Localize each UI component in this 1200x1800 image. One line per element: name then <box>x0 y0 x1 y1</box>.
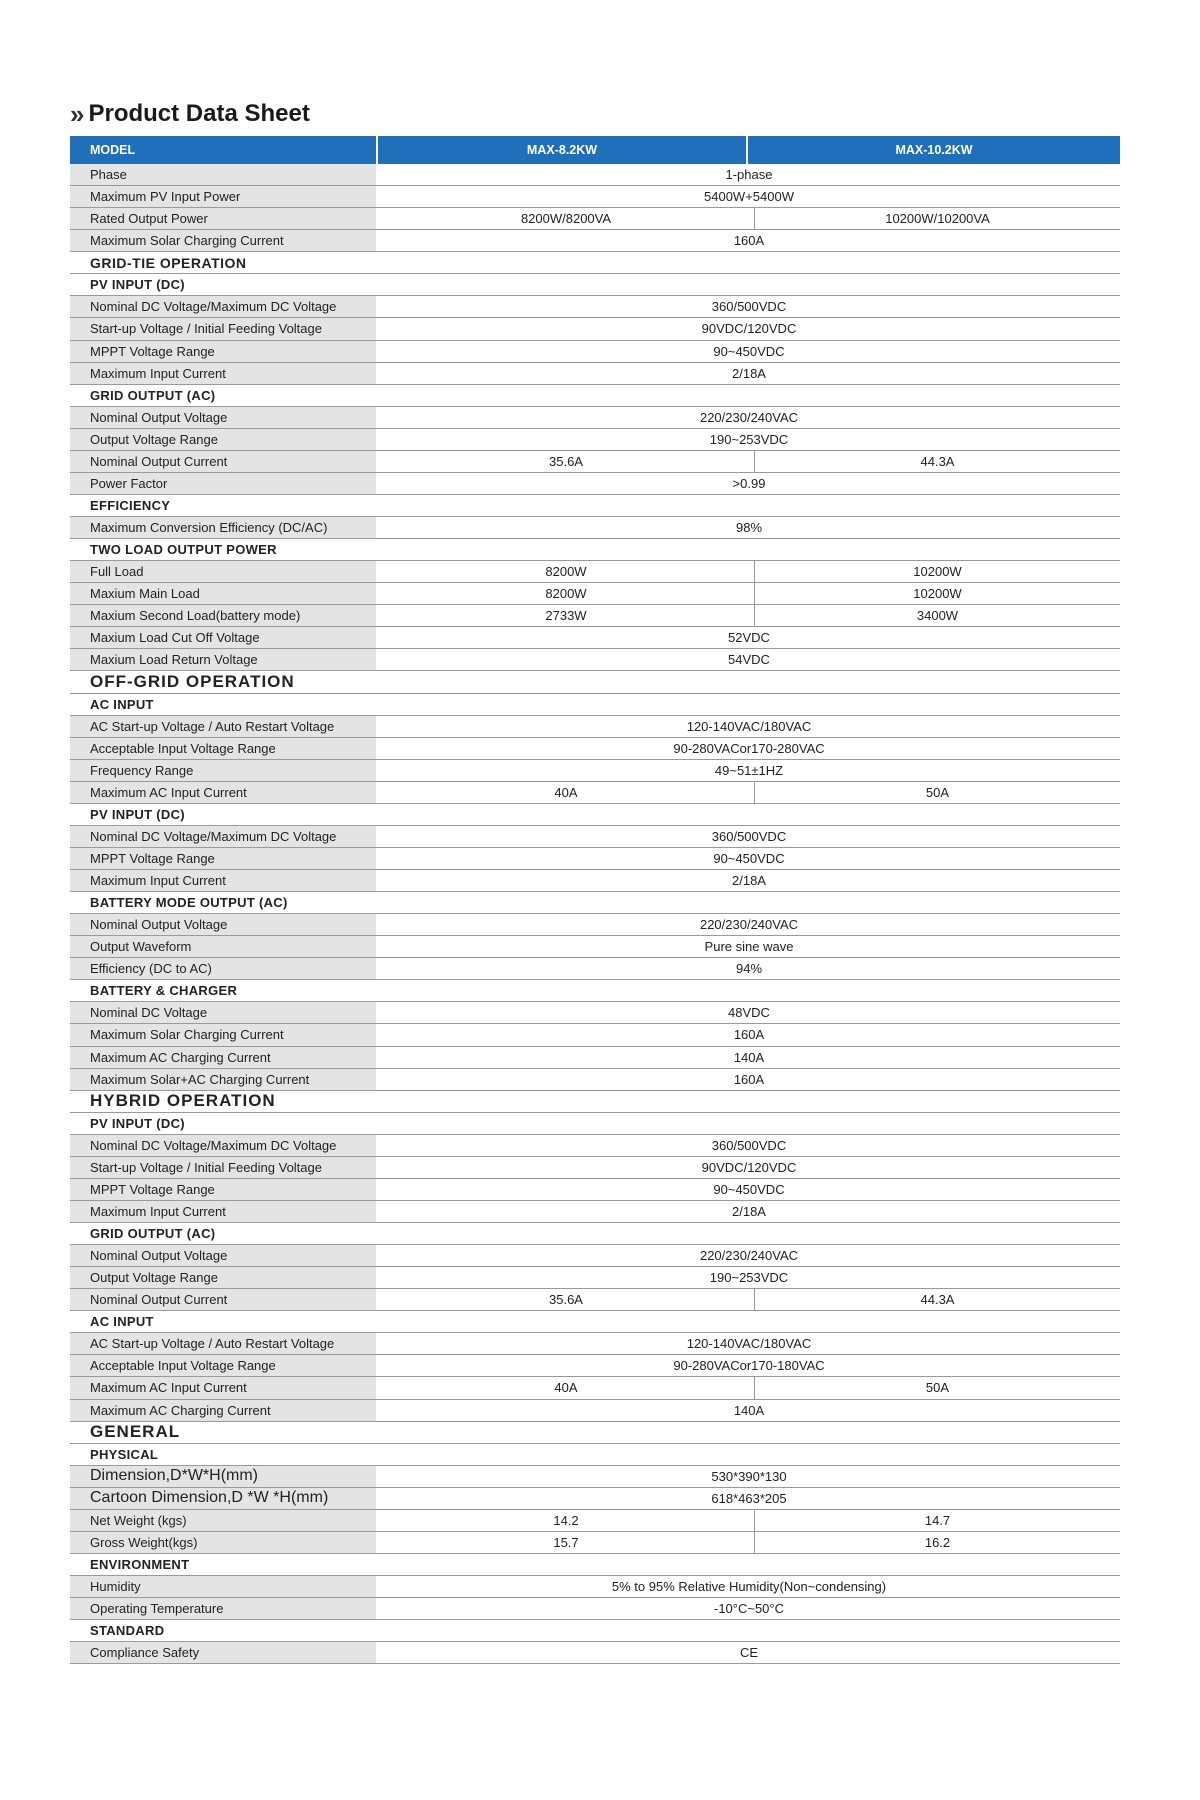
page-title <box>70 96 310 132</box>
row-label: Maximum Input Current <box>70 870 378 891</box>
table-row <box>70 164 1120 186</box>
row-values <box>378 1223 1120 1244</box>
table-row <box>70 1355 1120 1377</box>
row-value: 220/230/240VAC <box>699 917 799 933</box>
table-row <box>70 605 1120 627</box>
row-value <box>378 495 1120 516</box>
row-value-model-2: 44.3A <box>920 1292 955 1308</box>
table-row <box>70 363 1120 385</box>
row-value: 48VDC <box>728 1005 770 1021</box>
table-row <box>70 1598 1120 1620</box>
row-value <box>378 385 1120 406</box>
row-value <box>378 1113 1120 1134</box>
row-label: Nominal Output Voltage <box>70 407 378 428</box>
row-values <box>378 517 1120 538</box>
row-value-model-2: 3400W <box>916 608 959 624</box>
row-value: 5400W+5400W <box>704 189 794 205</box>
row-label: Gross Weight(kgs) <box>70 1532 378 1553</box>
row-value: 54VDC <box>728 652 770 668</box>
row-value <box>378 1091 1120 1112</box>
row-values <box>378 341 1120 362</box>
row-value-model-1: 8200W <box>378 583 755 604</box>
row-values <box>378 980 1120 1001</box>
row-label: Acceptable Input Voltage Range <box>70 738 378 759</box>
row-values <box>378 274 1120 295</box>
row-value: -10°C~50°C <box>713 1601 784 1617</box>
row-value: 90~450VDC <box>713 850 785 866</box>
row-values <box>378 1444 1120 1465</box>
row-value: 120-140VAC/180VAC <box>686 1336 812 1352</box>
row-label: Nominal Output Current <box>70 1289 378 1310</box>
row-label: Phase <box>70 164 378 185</box>
row-values <box>378 1333 1120 1354</box>
row-value: 90-280VACor170-180VAC <box>673 1358 825 1374</box>
row-value-model-2: 10200W/10200VA <box>885 211 990 227</box>
row-label: Maximum AC Input Current <box>70 782 378 803</box>
row-label: Maximum Input Current <box>70 363 378 384</box>
header-model-label: MODEL <box>70 136 378 164</box>
row-value: 140A <box>733 1402 765 1418</box>
section-row <box>70 1091 1120 1113</box>
row-values <box>378 296 1120 317</box>
row-value <box>378 694 1120 715</box>
row-values <box>378 1422 1120 1443</box>
row-value <box>378 1620 1120 1641</box>
table-row <box>70 870 1120 892</box>
row-value: 190~253VDC <box>709 431 789 447</box>
table-row <box>70 230 1120 252</box>
row-value-model-1: 2733W <box>378 605 755 626</box>
table-row <box>70 914 1120 936</box>
row-label: TWO LOAD OUTPUT POWER <box>70 539 378 560</box>
section-row <box>70 539 1120 561</box>
section-row <box>70 671 1120 693</box>
row-label: OFF-GRID OPERATION <box>70 671 378 692</box>
table-row <box>70 341 1120 363</box>
row-value <box>378 252 1120 273</box>
row-values <box>378 716 1120 737</box>
row-value <box>378 980 1120 1001</box>
row-value <box>378 892 1120 913</box>
header-model-2: MAX-10.2KW <box>895 143 973 157</box>
table-row <box>70 826 1120 848</box>
double-chevron-icon: » <box>70 98 79 129</box>
row-value: 90~450VDC <box>713 343 785 359</box>
row-value-model-1: 40A <box>378 1377 755 1398</box>
row-label: Cartoon Dimension,D *W *H(mm) <box>70 1488 378 1509</box>
table-row <box>70 1179 1120 1201</box>
row-label: Frequency Range <box>70 760 378 781</box>
row-value <box>378 1311 1120 1332</box>
row-values <box>378 164 1120 185</box>
table-row <box>70 1289 1120 1311</box>
row-values <box>378 252 1120 273</box>
row-values <box>378 914 1120 935</box>
row-label: Nominal DC Voltage/Maximum DC Voltage <box>70 826 378 847</box>
row-value: 220/230/240VAC <box>699 1248 799 1264</box>
page-title-text: Product Data Sheet <box>88 100 310 127</box>
row-value: 94% <box>735 961 763 977</box>
row-label: Maximum Solar Charging Current <box>70 230 378 251</box>
table-row <box>70 1532 1120 1554</box>
table-row <box>70 583 1120 605</box>
section-row <box>70 252 1120 274</box>
row-label: Output Voltage Range <box>70 429 378 450</box>
table-row <box>70 1245 1120 1267</box>
row-values <box>378 1598 1120 1619</box>
row-label: Maximum AC Charging Current <box>70 1047 378 1068</box>
section-row <box>70 804 1120 826</box>
row-value-model-1: 35.6A <box>378 451 755 472</box>
row-label: Nominal Output Current <box>70 451 378 472</box>
row-values <box>378 1157 1120 1178</box>
row-label: EFFICIENCY <box>70 495 378 516</box>
row-value-model-2: 10200W <box>913 586 962 602</box>
row-values <box>378 561 1120 582</box>
row-values <box>378 1024 1120 1045</box>
table-row <box>70 649 1120 671</box>
row-label: Maximum AC Input Current <box>70 1377 378 1398</box>
table-row <box>70 1510 1120 1532</box>
row-value: 5% to 95% Relative Humidity(Non~condensing) <box>611 1579 887 1595</box>
row-value: 140A <box>733 1049 765 1065</box>
row-values <box>378 760 1120 781</box>
row-value <box>378 804 1120 825</box>
row-value: 1-phase <box>725 167 773 183</box>
row-label: Output Voltage Range <box>70 1267 378 1288</box>
row-value: 530*390*130 <box>711 1468 787 1484</box>
row-values <box>378 1069 1120 1090</box>
row-values <box>378 1642 1120 1663</box>
row-label: Start-up Voltage / Initial Feeding Voltage <box>70 318 378 339</box>
row-value <box>378 1223 1120 1244</box>
table-row <box>70 1201 1120 1223</box>
row-values <box>378 870 1120 891</box>
row-values <box>378 1091 1120 1112</box>
row-value: 220/230/240VAC <box>699 409 799 425</box>
row-values <box>378 1400 1120 1421</box>
row-label: Operating Temperature <box>70 1598 378 1619</box>
table-row <box>70 760 1120 782</box>
section-row <box>70 694 1120 716</box>
row-label: PHYSICAL <box>70 1444 378 1465</box>
section-row <box>70 1554 1120 1576</box>
table-row <box>70 1377 1120 1399</box>
row-label: Maxium Second Load(battery mode) <box>70 605 378 626</box>
row-values <box>378 385 1120 406</box>
table-body <box>70 164 1120 1664</box>
table-row <box>70 208 1120 230</box>
row-label: Nominal DC Voltage/Maximum DC Voltage <box>70 1135 378 1156</box>
row-label: AC Start-up Voltage / Auto Restart Voltage <box>70 1333 378 1354</box>
section-row <box>70 892 1120 914</box>
row-values <box>378 318 1120 339</box>
row-values <box>378 1311 1120 1332</box>
row-values <box>378 407 1120 428</box>
row-value <box>378 1444 1120 1465</box>
row-value: Pure sine wave <box>704 939 794 955</box>
row-value: >0.99 <box>732 475 766 491</box>
row-label: GENERAL <box>70 1422 378 1443</box>
row-values <box>378 627 1120 648</box>
row-label: Start-up Voltage / Initial Feeding Voltage <box>70 1157 378 1178</box>
row-label: Maximum AC Charging Current <box>70 1400 378 1421</box>
row-values <box>378 451 1120 472</box>
row-value: 52VDC <box>728 630 770 646</box>
row-value: 360/500VDC <box>711 1137 787 1153</box>
row-values <box>378 1377 1120 1398</box>
row-values <box>378 826 1120 847</box>
table-row <box>70 848 1120 870</box>
row-value-model-2: 10200W <box>913 564 962 580</box>
section-row <box>70 980 1120 1002</box>
row-value: 160A <box>733 1071 765 1087</box>
table-row <box>70 1002 1120 1024</box>
row-values <box>378 892 1120 913</box>
row-label: GRID OUTPUT (AC) <box>70 385 378 406</box>
row-values <box>378 605 1120 626</box>
row-label: PV INPUT (DC) <box>70 804 378 825</box>
row-values <box>378 804 1120 825</box>
table-row <box>70 1576 1120 1598</box>
row-values <box>378 583 1120 604</box>
row-value <box>378 539 1120 560</box>
section-row <box>70 495 1120 517</box>
row-value-model-1: 40A <box>378 782 755 803</box>
header-model-1: MAX-8.2KW <box>378 136 748 164</box>
row-label: AC INPUT <box>70 1311 378 1332</box>
row-value: 90-280VACor170-280VAC <box>673 740 825 756</box>
row-values <box>378 186 1120 207</box>
table-row <box>70 1157 1120 1179</box>
row-values <box>378 848 1120 869</box>
row-value: 90~450VDC <box>713 1181 785 1197</box>
table-row <box>70 1267 1120 1289</box>
row-value <box>378 1422 1120 1443</box>
row-value-model-2: 16.2 <box>924 1534 951 1550</box>
row-label: Efficiency (DC to AC) <box>70 958 378 979</box>
row-values <box>378 230 1120 251</box>
table-row <box>70 958 1120 980</box>
section-row <box>70 1422 1120 1444</box>
table-row <box>70 296 1120 318</box>
table-row <box>70 1135 1120 1157</box>
table-row <box>70 318 1120 340</box>
row-label: Power Factor <box>70 473 378 494</box>
row-value <box>378 274 1120 295</box>
row-value: 90VDC/120VDC <box>701 1159 797 1175</box>
row-label: AC INPUT <box>70 694 378 715</box>
row-value-model-1: 35.6A <box>378 1289 755 1310</box>
row-value-model-2: 44.3A <box>920 453 955 469</box>
section-row <box>70 1311 1120 1333</box>
table-row <box>70 186 1120 208</box>
row-values <box>378 1002 1120 1023</box>
row-values <box>378 363 1120 384</box>
row-value-model-1: 15.7 <box>378 1532 755 1553</box>
row-values <box>378 1488 1120 1509</box>
table-header <box>70 136 1120 164</box>
row-label: MPPT Voltage Range <box>70 1179 378 1200</box>
row-label: Nominal Output Voltage <box>70 914 378 935</box>
row-value: CE <box>739 1645 759 1661</box>
row-value: 360/500VDC <box>711 828 787 844</box>
row-label: PV INPUT (DC) <box>70 1113 378 1134</box>
row-values <box>378 1510 1120 1531</box>
table-row <box>70 1047 1120 1069</box>
row-values <box>378 1576 1120 1597</box>
row-value: 618*463*205 <box>711 1490 787 1506</box>
row-label: Compliance Safety <box>70 1642 378 1663</box>
row-values <box>378 1113 1120 1134</box>
row-value: 2/18A <box>732 365 766 381</box>
table-row <box>70 716 1120 738</box>
row-values <box>378 1201 1120 1222</box>
table-row <box>70 627 1120 649</box>
row-label: ENVIRONMENT <box>70 1554 378 1575</box>
row-label: BATTERY MODE OUTPUT (AC) <box>70 892 378 913</box>
table-row <box>70 429 1120 451</box>
section-row <box>70 1444 1120 1466</box>
row-label: Maxium Main Load <box>70 583 378 604</box>
row-label: Humidity <box>70 1576 378 1597</box>
row-value: 120-140VAC/180VAC <box>686 718 812 734</box>
row-label: Output Waveform <box>70 936 378 957</box>
row-values <box>378 1554 1120 1575</box>
row-label: Maximum Solar Charging Current <box>70 1024 378 1045</box>
row-label: BATTERY & CHARGER <box>70 980 378 1001</box>
row-label: Maximum Input Current <box>70 1201 378 1222</box>
row-values <box>378 1047 1120 1068</box>
row-values <box>378 495 1120 516</box>
row-values <box>378 1245 1120 1266</box>
table-row <box>70 1642 1120 1664</box>
row-label: Nominal Output Voltage <box>70 1245 378 1266</box>
row-values <box>378 429 1120 450</box>
row-label: Maximum Conversion Efficiency (DC/AC) <box>70 517 378 538</box>
row-values <box>378 671 1120 692</box>
section-row <box>70 274 1120 296</box>
row-label: GRID-TIE OPERATION <box>70 252 378 273</box>
row-label: Maximum Solar+AC Charging Current <box>70 1069 378 1090</box>
table-row <box>70 561 1120 583</box>
row-label: MPPT Voltage Range <box>70 848 378 869</box>
section-row <box>70 1113 1120 1135</box>
row-label: Dimension,D*W*H(mm) <box>70 1466 378 1487</box>
row-value-model-1: 8200W <box>378 561 755 582</box>
table-row <box>70 473 1120 495</box>
row-values <box>378 539 1120 560</box>
row-label: Maxium Load Return Voltage <box>70 649 378 670</box>
row-value: 2/18A <box>732 873 766 889</box>
table-row <box>70 1488 1120 1510</box>
row-value: 190~253VDC <box>709 1270 789 1286</box>
row-values <box>378 1179 1120 1200</box>
row-value-model-2: 14.7 <box>924 1512 951 1528</box>
row-values <box>378 738 1120 759</box>
table-row <box>70 1333 1120 1355</box>
row-label: Maxium Load Cut Off Voltage <box>70 627 378 648</box>
row-values <box>378 958 1120 979</box>
row-label: GRID OUTPUT (AC) <box>70 1223 378 1244</box>
row-label: Maximum PV Input Power <box>70 186 378 207</box>
row-values <box>378 1620 1120 1641</box>
row-value <box>378 1554 1120 1575</box>
row-value: 98% <box>735 520 763 536</box>
row-values <box>378 1267 1120 1288</box>
row-values <box>378 208 1120 229</box>
row-value <box>378 671 1120 692</box>
row-values <box>378 694 1120 715</box>
row-values <box>378 936 1120 957</box>
row-value-model-2: 50A <box>925 1380 950 1396</box>
row-label: STANDARD <box>70 1620 378 1641</box>
table-row <box>70 407 1120 429</box>
row-values <box>378 1135 1120 1156</box>
row-label: Nominal DC Voltage/Maximum DC Voltage <box>70 296 378 317</box>
section-row <box>70 1223 1120 1245</box>
table-row <box>70 1466 1120 1488</box>
row-label: AC Start-up Voltage / Auto Restart Voltage <box>70 716 378 737</box>
row-label: MPPT Voltage Range <box>70 341 378 362</box>
row-values <box>378 473 1120 494</box>
row-label: HYBRID OPERATION <box>70 1091 378 1112</box>
row-values <box>378 649 1120 670</box>
row-values <box>378 1289 1120 1310</box>
table-row <box>70 451 1120 473</box>
row-label: Net Weight (kgs) <box>70 1510 378 1531</box>
row-values <box>378 1532 1120 1553</box>
row-values <box>378 1466 1120 1487</box>
row-value-model-2: 50A <box>925 784 950 800</box>
row-value: 160A <box>733 1027 765 1043</box>
table-row <box>70 1024 1120 1046</box>
row-value: 90VDC/120VDC <box>701 321 797 337</box>
row-value-model-1: 8200W/8200VA <box>378 208 755 229</box>
row-values <box>378 782 1120 803</box>
row-label: PV INPUT (DC) <box>70 274 378 295</box>
table-row <box>70 782 1120 804</box>
table-row <box>70 1069 1120 1091</box>
row-label: Acceptable Input Voltage Range <box>70 1355 378 1376</box>
row-value: 360/500VDC <box>711 299 787 315</box>
section-row <box>70 385 1120 407</box>
row-label: Nominal DC Voltage <box>70 1002 378 1023</box>
row-value: 160A <box>733 233 765 249</box>
table-row <box>70 1400 1120 1422</box>
row-value: 49~51±1HZ <box>714 762 784 778</box>
row-label: Rated Output Power <box>70 208 378 229</box>
row-value-model-1: 14.2 <box>378 1510 755 1531</box>
section-row <box>70 1620 1120 1642</box>
row-values <box>378 1355 1120 1376</box>
row-value: 2/18A <box>732 1203 766 1219</box>
table-row <box>70 936 1120 958</box>
row-label: Full Load <box>70 561 378 582</box>
table-row <box>70 738 1120 760</box>
data-sheet-table <box>70 136 1120 1664</box>
table-row <box>70 517 1120 539</box>
